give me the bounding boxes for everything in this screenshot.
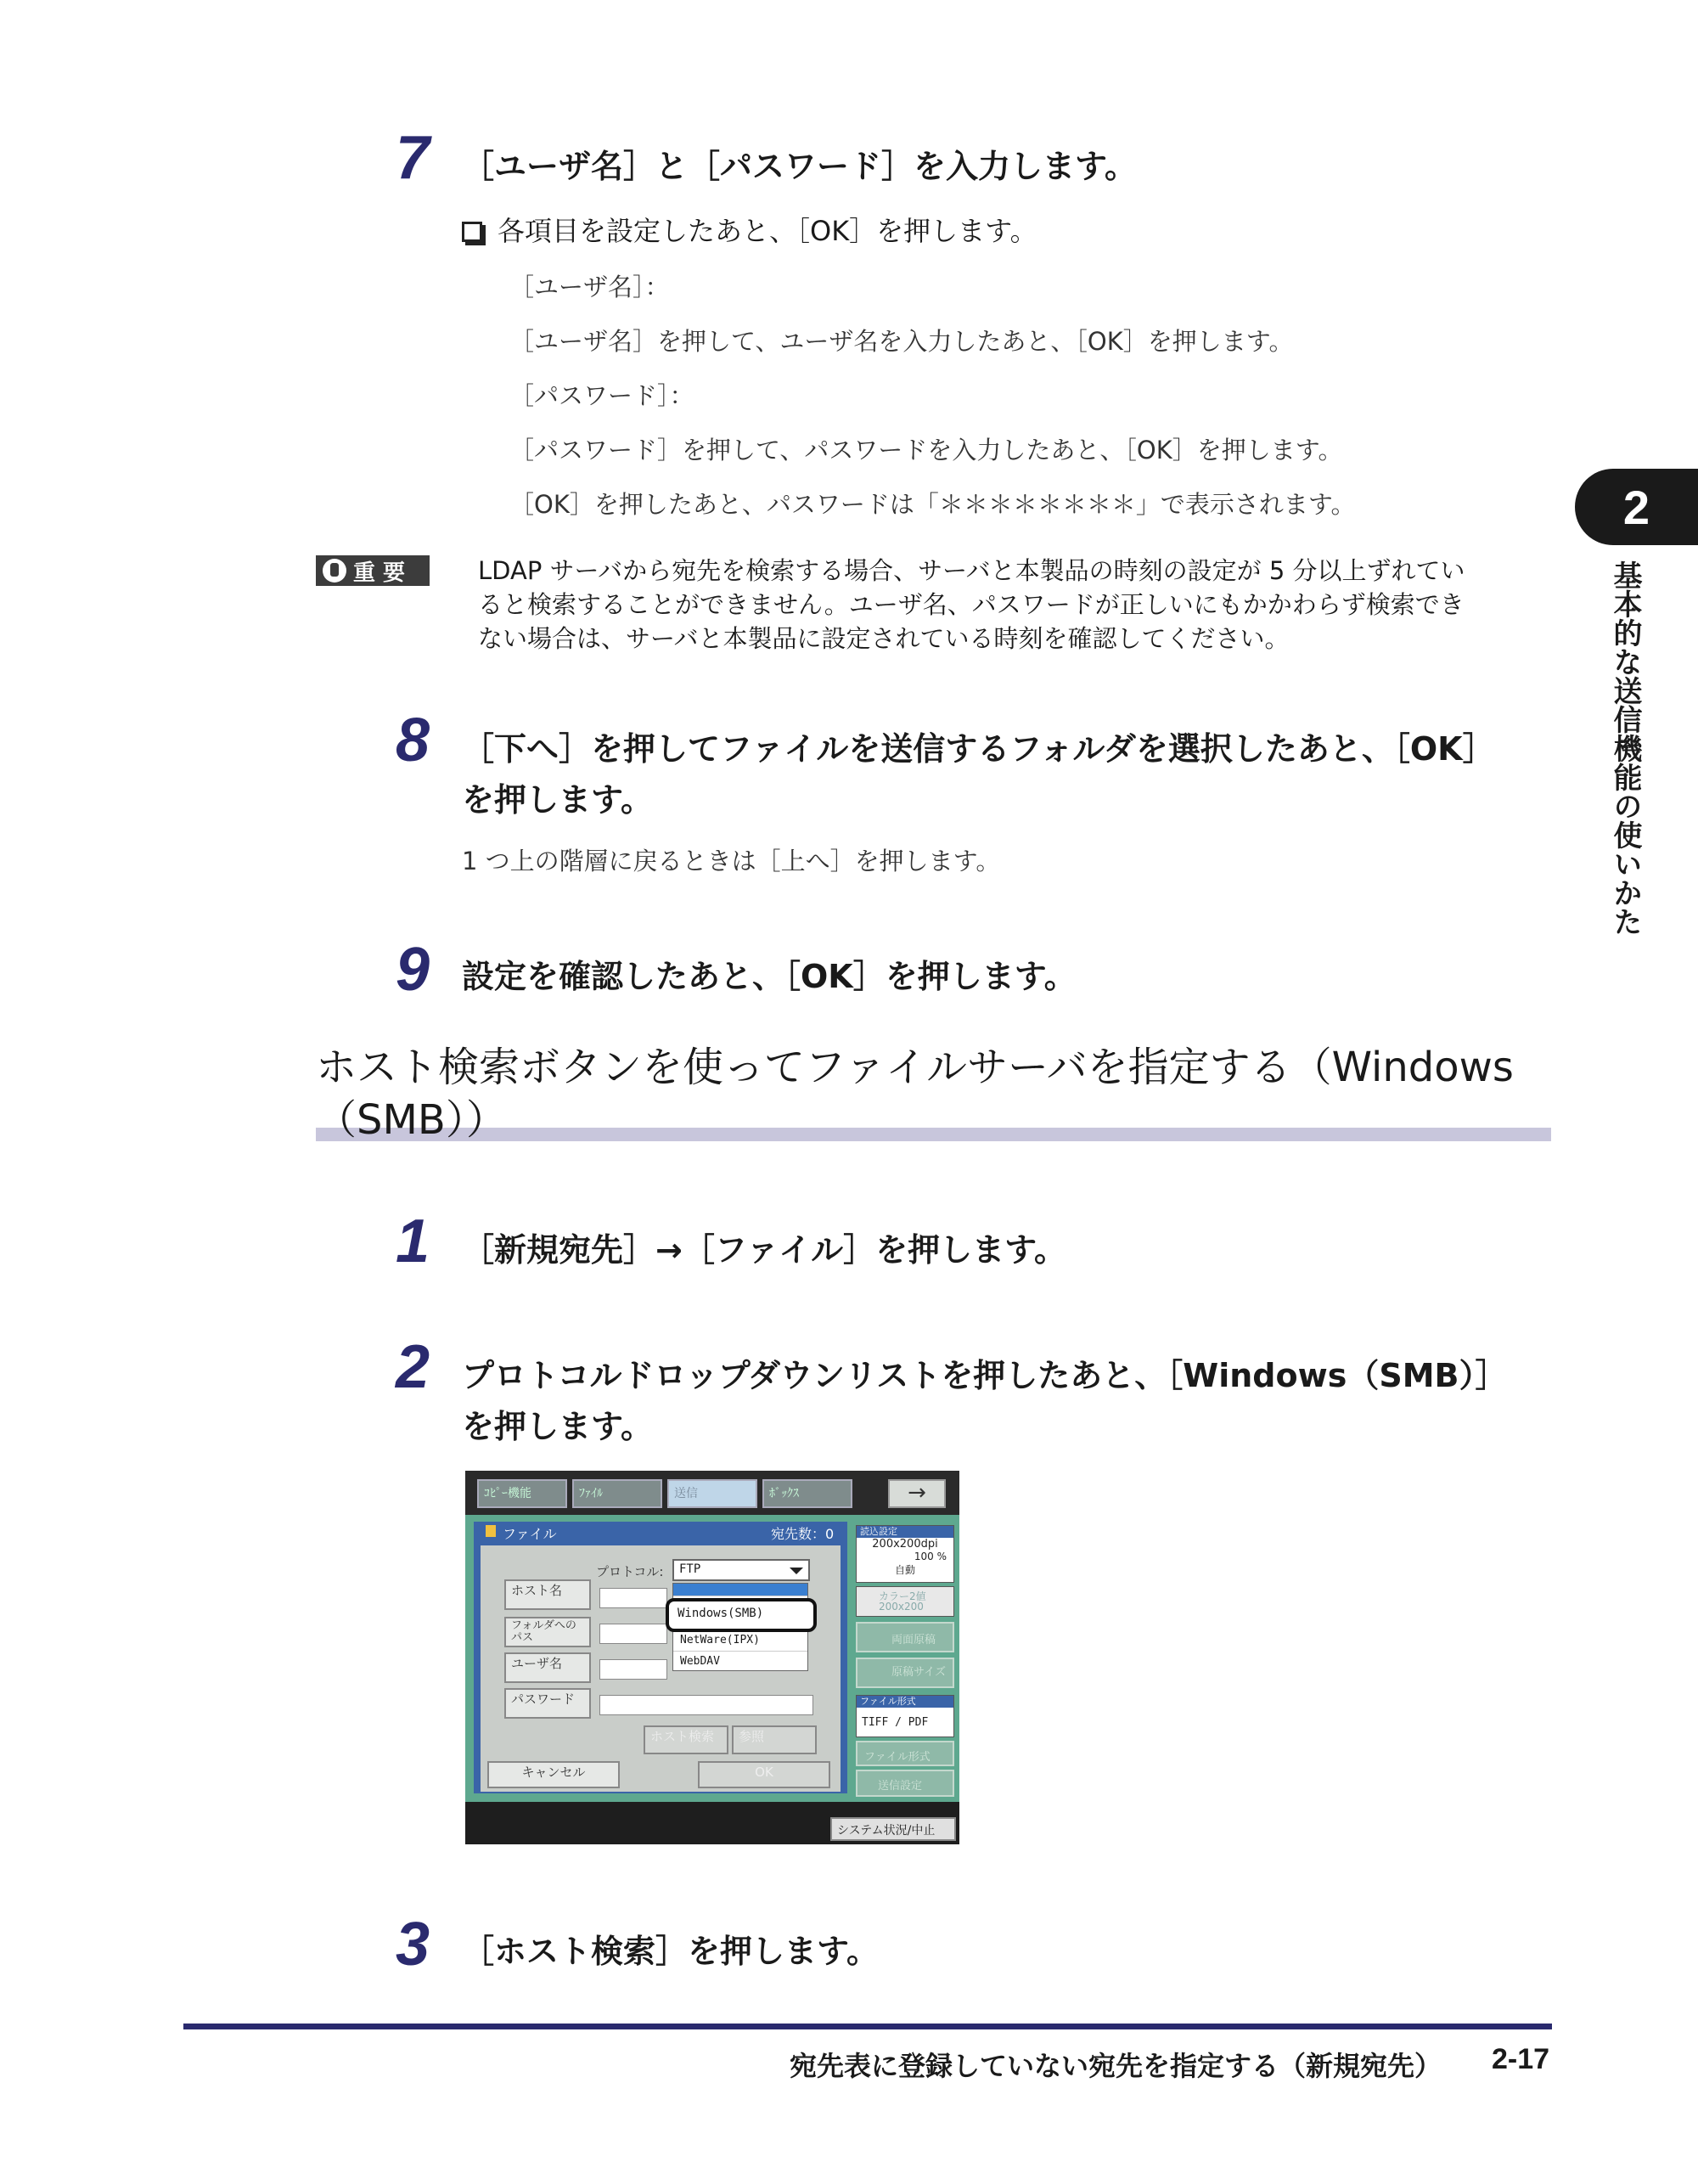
protocol-dropdown[interactable] — [672, 1559, 810, 1581]
dropdown-item-windows-smb[interactable]: Windows(SMB) — [666, 1598, 817, 1632]
s2-title-line1: プロトコルドロップダウンリストを押したあと、［Windows（SMB）］ — [462, 1357, 1508, 1394]
send-settings-button[interactable]: 送信設定 — [856, 1770, 954, 1797]
important-label: 重 要 — [353, 560, 406, 586]
step-9-title: 設定を確認したあと、［OK］を押します。 — [462, 958, 1077, 995]
system-status-button[interactable]: システム状況/中止 — [830, 1817, 956, 1841]
password-field[interactable] — [599, 1695, 813, 1715]
function-tabs — [465, 1471, 959, 1515]
device-screenshot — [465, 1471, 959, 1844]
resolution-value: 200x200dpi — [872, 1538, 938, 1551]
step-8-note: 1 つ上の階層に戻るときは［上へ］を押します。 — [462, 847, 1001, 875]
destination-count: 宛先数：0 — [771, 1526, 835, 1542]
color-mode-value: カラー2値 — [879, 1590, 926, 1602]
step-7-line: ［OK］を押したあと、パスワードは「＊＊＊＊＊＊＊＊」で表示されます。 — [509, 490, 1356, 519]
panel-header — [474, 1523, 847, 1544]
folder-path-button[interactable]: フォルダへのパス — [504, 1617, 591, 1647]
section-heading-line1: ホスト検索ボタンを使ってファイルサーバを指定する（Windows — [316, 1044, 1514, 1091]
chapter-tab: 2 — [1575, 469, 1698, 545]
chapter-title: 基本的な送信機能の使いかた — [1608, 560, 1642, 936]
step-7-line: ［パスワード］： — [509, 381, 694, 410]
step-8-title-line2: を押します。 — [462, 781, 653, 819]
host-name-field[interactable] — [599, 1588, 667, 1608]
ok-button[interactable]: OK — [698, 1761, 830, 1788]
section-heading — [316, 1041, 1555, 1146]
cancel-button[interactable]: キャンセル — [487, 1761, 620, 1788]
footer-title: 宛先表に登録していない宛先を指定する（新規宛先） — [790, 2050, 1442, 2082]
step-7-number: 7 — [396, 124, 430, 192]
hand-icon — [323, 559, 346, 583]
tab-send[interactable]: 送信 — [667, 1479, 757, 1508]
color-resolution-value: 200x200 — [879, 1601, 924, 1613]
step-8-number: 8 — [396, 706, 430, 774]
auto-value: 自動 — [894, 1564, 915, 1576]
step-7-title: ［ユーザ名］と［パスワード］を入力します。 — [462, 148, 1137, 185]
s3-title: ［ホスト検索］を押します。 — [462, 1933, 879, 1970]
protocol-value: FTP — [679, 1562, 701, 1576]
section-heading-line2: （SMB）） — [316, 1096, 507, 1144]
user-name-field[interactable] — [599, 1659, 667, 1680]
step-7-check-text: 各項目を設定したあと、［OK］を押します。 — [498, 215, 1037, 247]
panel-title: ファイル — [503, 1526, 557, 1542]
dropdown-item-netware[interactable]: NetWare(IPX) — [673, 1630, 807, 1652]
password-button[interactable]: パスワード — [504, 1688, 591, 1719]
important-line: ない場合は、サーバと本製品に設定されている時刻を確認してください。 — [478, 624, 1290, 653]
dropdown-item-webdav[interactable]: WebDAV — [673, 1652, 807, 1673]
step-7-line: ［パスワード］を押して、パスワードを入力したあと、［OK］を押します。 — [509, 436, 1343, 464]
step-8-title-line1: ［下へ］を押してファイルを送信するフォルダを選択したあと、［OK］ — [462, 730, 1495, 768]
host-name-button[interactable]: ホスト名 — [504, 1579, 591, 1610]
read-settings-box — [856, 1525, 954, 1583]
file-format-label: ファイル形式 — [857, 1696, 953, 1708]
s2-number: 2 — [396, 1333, 430, 1401]
folder-icon — [486, 1525, 496, 1537]
step-7-line: ［ユーザ名］： — [509, 273, 670, 301]
tab-file[interactable]: ﾌｧｲﾙ — [572, 1479, 662, 1508]
s1-number: 1 — [396, 1207, 430, 1275]
important-line: LDAP サーバから宛先を検索する場合、サーバと本製品の時刻の設定が 5 分以上ずれてい — [478, 556, 1465, 585]
file-format-value: TIFF / PDF — [862, 1716, 929, 1729]
read-settings-label: 読込設定 — [857, 1526, 953, 1538]
original-size-button[interactable]: 原稿サイズ — [856, 1658, 954, 1688]
checkbox-icon — [462, 222, 482, 242]
color-mode-select[interactable] — [856, 1586, 954, 1617]
step-7-checkitem — [462, 212, 1037, 250]
scale-value: 100 % — [914, 1551, 947, 1562]
tab-copy[interactable]: ｺﾋﾟｰ機能 — [477, 1479, 567, 1508]
s3-number: 3 — [396, 1911, 430, 1979]
host-search-button[interactable]: ホスト検索 — [644, 1725, 728, 1754]
dropdown-item-ftp[interactable]: FTP — [673, 1584, 807, 1596]
important-badge — [316, 555, 430, 586]
chevron-down-icon — [790, 1568, 803, 1574]
footer-rule — [183, 2024, 1552, 2029]
file-format-button[interactable]: ファイル形式 — [856, 1741, 954, 1766]
file-format-box — [856, 1695, 954, 1737]
tab-box[interactable]: ﾎﾞｯｸｽ — [762, 1479, 852, 1508]
user-name-button[interactable]: ユーザ名 — [504, 1652, 591, 1683]
page-number: 2-17 — [1492, 2043, 1550, 2075]
important-line: ると検索することができません。ユーザ名、パスワードが正しいにもかかわらず検索でき — [478, 590, 1465, 619]
step-7-line: ［ユーザ名］を押して、ユーザ名を入力したあと、［OK］を押します。 — [509, 327, 1294, 356]
tab-arrow[interactable]: → — [888, 1479, 946, 1508]
browse-button[interactable]: 参照 — [732, 1725, 817, 1754]
s2-title-line2: を押します。 — [462, 1408, 653, 1445]
protocol-label: プロトコル: — [596, 1564, 664, 1579]
folder-path-field[interactable] — [599, 1624, 667, 1644]
s1-title: ［新規宛先］→［ファイル］を押します。 — [462, 1231, 1067, 1269]
step-9-number: 9 — [396, 936, 430, 1004]
duplex-button[interactable]: 両面原稿 — [856, 1622, 954, 1652]
